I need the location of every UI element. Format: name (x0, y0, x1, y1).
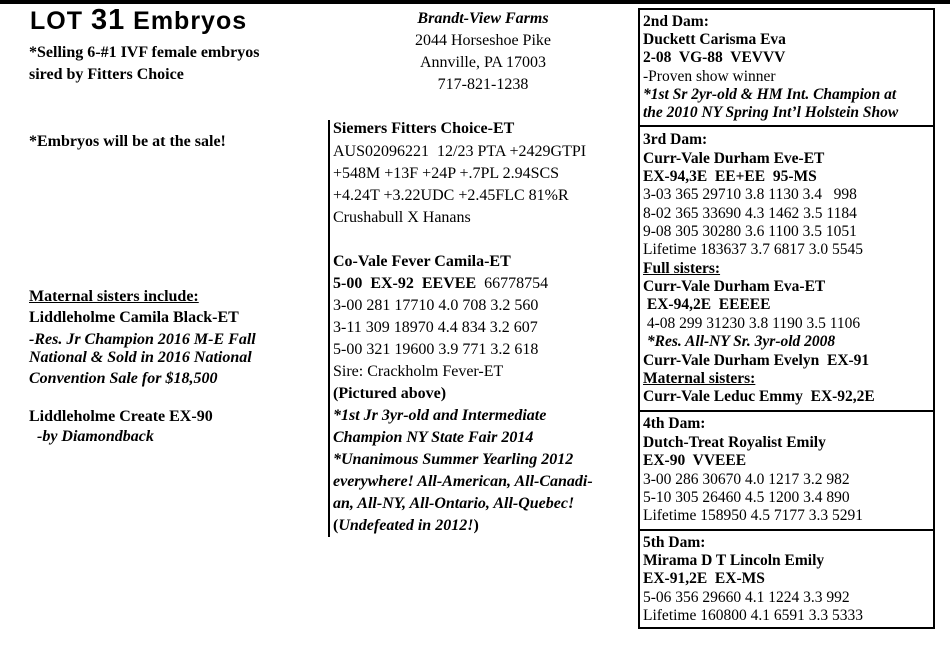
sire-line: Crushabull X Hanans (333, 209, 471, 226)
full-sister-2: Curr-Vale Durham Evelyn EX-91 (643, 352, 870, 369)
d2-score: 2-08 VG-88 VEVVV (643, 49, 786, 66)
dam-name: Co-Vale Fever Camila-ET (333, 253, 511, 270)
maternal-heading: Maternal sisters include: (29, 288, 199, 305)
sister-1-note: National & Sold in 2016 National (29, 349, 252, 366)
dam-record: 3-00 281 17710 4.0 708 3.2 560 (333, 297, 539, 314)
full-sister-note: *Res. All-NY Sr. 3yr-old 2008 (643, 333, 836, 350)
full-sister-score: EX-94,2E EEEEE (643, 296, 771, 313)
d2-heading: 2nd Dam: (643, 13, 709, 30)
sister-2-name: Liddleholme Create EX-90 (29, 408, 213, 425)
sire-name: Siemers Fitters Choice-ET (333, 120, 515, 137)
sire-line: +4.24T +3.22UDC +2.45FLC 81%R (333, 187, 569, 204)
d4-record: 3-00 286 30670 4.0 1217 3.2 982 (643, 471, 850, 488)
dam-record: 3-11 309 18970 4.4 834 3.2 607 (333, 319, 538, 336)
d4-score: EX-90 VVEEE (643, 452, 747, 469)
section-divider (640, 125, 934, 127)
d4-record: 5-10 305 26460 4.5 1200 3.4 890 (643, 489, 850, 506)
d5-name: Mirama D T Lincoln Emily (643, 552, 825, 569)
selling-line-2: sired by Fitters Choice (29, 66, 184, 83)
at-sale-note: *Embryos will be at the sale! (29, 133, 226, 150)
maternal-sister: Curr-Vale Leduc Emmy EX-92,2E (643, 388, 875, 405)
dam-sire: Sire: Crackholm Fever-ET (333, 363, 504, 380)
sister-2-note: -by Diamondback (29, 428, 154, 445)
dam-note: everywhere! All-American, All-Canadi- (333, 473, 593, 490)
sister-1-note: Convention Sale for $18,500 (29, 370, 218, 387)
d3-record: 3-03 365 29710 3.8 1130 3.4 998 (643, 186, 857, 203)
dam-note: Champion NY State Fair 2014 (333, 429, 534, 446)
d2-name: Duckett Carisma Eva (643, 31, 786, 48)
full-sisters-heading: Full sisters: (643, 260, 721, 277)
sister-1-name: Liddleholme Camila Black-ET (29, 309, 239, 326)
dam-pictured: (Pictured above) (333, 385, 447, 402)
consigner-phone: 717-821-1238 (437, 76, 529, 93)
d2-award: the 2010 NY Spring Int’l Holstein Show (643, 104, 899, 121)
d4-lifetime: Lifetime 158950 4.5 7177 3.3 5291 (643, 507, 863, 524)
dam-note: an, All-NY, All-Ontario, All-Quebec! (333, 495, 575, 512)
d5-score: EX-91,2E EX-MS (643, 570, 765, 587)
sire-line: AUS02096221 12/23 PTA +2429GTPI (333, 143, 587, 160)
section-divider (640, 410, 934, 412)
d5-record: 5-06 356 29660 4.1 1224 3.3 992 (643, 589, 850, 606)
dam-note: *Unanimous Summer Yearling 2012 (333, 451, 574, 468)
dam-note: *1st Jr 3yr-old and Intermediate (333, 407, 547, 424)
dam-undefeated: (Undefeated in 2012!) (333, 517, 479, 534)
d3-record: 8-02 365 33690 4.3 1462 3.5 1184 (643, 205, 857, 222)
d4-heading: 4th Dam: (643, 415, 706, 432)
dam-record: 5-00 321 19600 3.9 771 3.2 618 (333, 341, 539, 358)
consigner-name: Brandt-View Farms (417, 10, 549, 27)
sire-line: +548M +13F +24P +.7PL 2.94SCS (333, 165, 560, 182)
d5-lifetime: Lifetime 160800 4.1 6591 3.3 5333 (643, 607, 863, 624)
d3-score: EX-94,3E EE+EE 95-MS (643, 168, 817, 185)
d5-heading: 5th Dam: (643, 534, 706, 551)
dam-score: 5-00 EX-92 EEVEE 66778754 (333, 275, 549, 292)
section-divider (640, 529, 934, 531)
selling-line-1: *Selling 6-#1 IVF female embryos (29, 44, 260, 61)
d3-name: Curr-Vale Durham Eve-ET (643, 150, 825, 167)
sister-1-note: -Res. Jr Champion 2016 M-E Fall (29, 331, 256, 348)
consigner-address: 2044 Horseshoe Pike (415, 32, 551, 49)
d3-lifetime: Lifetime 183637 3.7 6817 3.0 5545 (643, 241, 863, 258)
middle-divider (328, 120, 330, 537)
d2-award: *1st Sr 2yr-old & HM Int. Champion at (643, 86, 897, 103)
d3-heading: 3rd Dam: (643, 131, 708, 148)
lot-title: LOT 31 Embryos (30, 4, 248, 36)
consigner-city: Annville, PA 17003 (419, 54, 547, 71)
maternal-sisters-heading: Maternal sisters: (643, 370, 756, 387)
d4-name: Dutch-Treat Royalist Emily (643, 434, 826, 451)
full-sister-name: Curr-Vale Durham Eva-ET (643, 278, 826, 295)
d2-note: -Proven show winner (643, 68, 776, 85)
full-sister-record: 4-08 299 31230 3.8 1190 3.5 1106 (643, 315, 861, 332)
d3-record: 9-08 305 30280 3.6 1100 3.5 1051 (643, 223, 857, 240)
